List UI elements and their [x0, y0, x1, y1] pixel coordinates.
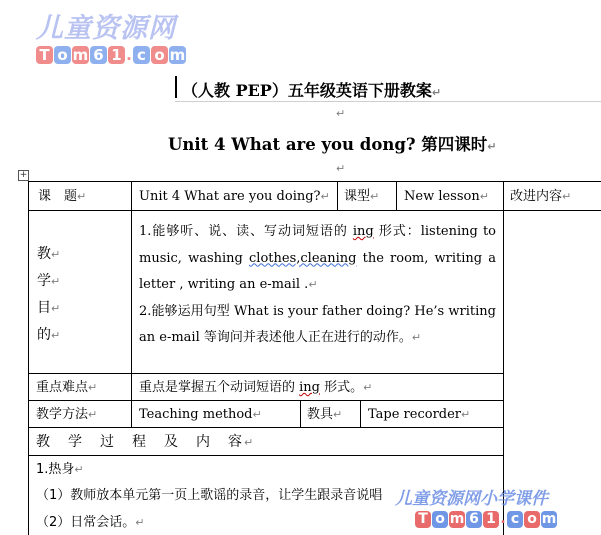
watermark-letters: T o m 6 1 . c o m [415, 511, 601, 528]
paragraph-mark: ↵ [336, 107, 346, 120]
watermark-chinese: 儿童资源网 [36, 13, 176, 44]
watermark-logo-top [36, 14, 206, 76]
watermark-letters: T o m 6 1 . c o m [36, 46, 206, 64]
teaching-method-value: Teaching method↵ [139, 407, 262, 422]
teaching-tools-value: Tape recorder↵ [368, 407, 471, 422]
watermark-logo-bottom [395, 489, 601, 535]
key-points-label: 重点难点↵ [36, 380, 98, 395]
teaching-method-label: 教学方法↵ [36, 407, 98, 422]
move-handle-icon[interactable]: + [19, 170, 28, 180]
lesson-type-label: 课型↵ [344, 189, 380, 204]
lesson-topic: Unit 4 What are you doing?↵ [139, 189, 330, 204]
teaching-goals-label: 教↵ 学↵ 目↵ 的↵ [37, 246, 61, 343]
process-header: 教 学 过 程 及 内 容↵ [36, 434, 256, 450]
goal-item: 1.能够听、说、读、写动词短语的 ing 形式：listening to music, washing clothes,cleaning the room, writing a letter , writing an e-mail .↵ [139, 224, 496, 292]
header-divider [175, 101, 601, 102]
text-cursor [175, 76, 177, 98]
watermark-chinese: 儿童资源网小学课件 [395, 489, 548, 509]
paragraph-mark: ↵ [336, 162, 346, 175]
process-line: （2）日常会话。↵ [36, 515, 145, 530]
document-title[interactable]: Unit 4 What are you dong? 第四课时↵ [168, 135, 497, 154]
process-line: 1.热身↵ [36, 462, 84, 477]
teaching-goals-text [139, 219, 496, 352]
process-line: （1）教师放本单元第一页上歌谣的录音，让学生跟录音说唱 [36, 488, 383, 503]
subject-label: 课 题↵ [38, 189, 87, 204]
improvement-label: 改进内容↵ [510, 189, 572, 204]
goal-item: 2.能够运用句型 What is your father doing? He’s writing an e-mail 等询问并表述他人正在进行的动作。↵ [139, 303, 496, 345]
key-points-text: 重点是掌握五个动词短语的 ing 形式。↵ [139, 380, 373, 395]
document-header[interactable]: （人教 PEP）五年级英语下册教案↵ [182, 81, 442, 100]
teaching-tools-label: 教具↵ [307, 407, 343, 422]
lesson-type-value: New lesson↵ [404, 189, 489, 204]
